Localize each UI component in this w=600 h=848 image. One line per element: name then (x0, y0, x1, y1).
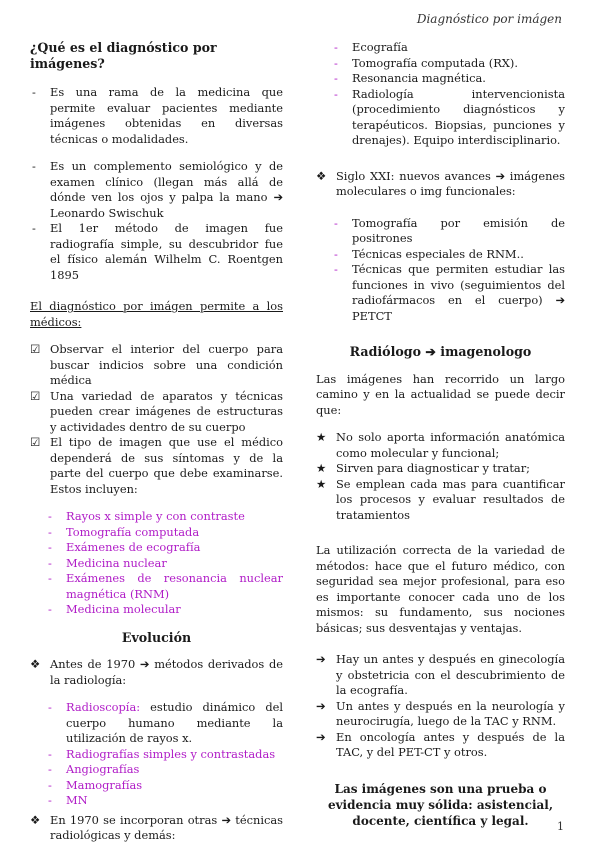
list-item-text: Una variedad de aparatos y técnicas pueden crear imágenes de estructuras y actividades dentro de su cuerpo (50, 388, 283, 434)
left-column (30, 40, 283, 844)
list-item (316, 730, 565, 761)
allows-title: El diagnóstico por imágen permite a los médicos: (30, 299, 283, 329)
diamond-bullet-icon: ❖ (30, 657, 41, 671)
intro-list (30, 85, 283, 283)
checkbox-icon: ☑ (30, 435, 41, 449)
list-item (316, 652, 565, 699)
before-1970-list (30, 700, 283, 809)
list-item-text: Antes de 1970 ➔ métodos derivados de la radiología: (50, 657, 283, 687)
list-item-text: Observar el interior del cuerpo para buscar indicios sobre una condición médica (50, 342, 283, 387)
list-item (30, 435, 283, 497)
list-item: - MN (30, 793, 283, 809)
techniques-list (316, 40, 565, 149)
list-item (316, 430, 565, 461)
checks-list (30, 342, 283, 497)
list-item-text: Un antes y después en la neurología y neurocirugía, luego de la TAC y RNM. (336, 698, 565, 728)
list-item-text: Siglo XXI: nuevos avances ➔ imágenes moleculares o img funcionales: (336, 168, 565, 198)
list-item-text: Sirven para diagnosticar y tratar; (336, 461, 530, 475)
list-item: - Técnicas que permiten estudiar las funciones in vivo (seguimientos del radiofármacos en el cuerpo) ➔ PETCT (316, 262, 565, 324)
arrow-bullet-icon: ➔ (316, 652, 326, 666)
usage-paragraph: La utilización correcta de la variedad de métodos: hace que el futuro médico, con seguridad sea mejor profesional, para eso es importante conocer cada uno de los mismos: su fundamento, sus nociones básicas; sus desventajas y ventajas. (316, 543, 565, 635)
list-item: - Es un complemento semiológico y de examen clínico (llegan más allá de dónde ven los ojos y palpa la mano ➔ Leonardo Swischuk (30, 159, 283, 221)
list-item: - Exámenes de resonancia nuclear magnética (RNM) (30, 571, 283, 602)
century-list (316, 169, 565, 200)
stars-list (316, 430, 565, 523)
list-item-text: En 1970 se incorporan otras ➔ técnicas radiológicas y demás: (50, 812, 283, 842)
list-item: - Angiografías (30, 762, 283, 778)
list-item: - El 1er método de imagen fue radiografía simple, su descubridor fue el físico alemán Wilhelm C. Roentgen 1895 (30, 221, 283, 283)
list-item: - Radiología intervencionista (procedimiento diagnósticos y terapéuticos. Biopsias, punciones y drenajes). Equipo interdisciplinario. (316, 87, 565, 149)
list-item: - Exámenes de ecografía (30, 540, 283, 556)
evolution-list (30, 657, 283, 688)
diamond-bullet-icon: ❖ (30, 812, 41, 827)
term: Radioscopía: (66, 700, 141, 714)
evolution-list-2 (30, 813, 283, 844)
list-item-text: En oncología antes y después de la TAC, y del PET-CT y otros. (336, 729, 565, 759)
page-header: Diagnóstico por imágen (416, 12, 562, 26)
radiologist-intro: Las imágenes han recorrido un largo camino y en la actualidad se puede decir que: (316, 371, 565, 417)
list-item: - Resonancia magnética. (316, 71, 565, 87)
arrow-bullet-icon: ➔ (316, 729, 326, 744)
star-bullet-icon: ★ (316, 461, 327, 475)
list-item-text: No solo aporta información anatómica como molecular y funcional; (336, 430, 565, 460)
list-item (30, 813, 283, 844)
list-item: - Mamografías (30, 778, 283, 794)
list-item: - Medicina molecular (30, 602, 283, 618)
list-item (30, 700, 283, 747)
list-item (316, 477, 565, 524)
list-item (30, 657, 283, 688)
star-bullet-icon: ★ (316, 430, 327, 444)
list-item: - Tomografía computada (30, 525, 283, 541)
diamond-bullet-icon: ❖ (316, 168, 327, 183)
list-item-text: Se emplean cada mas para cuantificar los procesos y evaluar resultados de tratamientos (336, 476, 565, 522)
list-item: - Radiografías simples y contrastadas (30, 747, 283, 763)
list-item: - Técnicas especiales de RNM.. (316, 247, 565, 263)
checkbox-icon: ☑ (30, 342, 41, 356)
list-item (316, 169, 565, 200)
checkbox-icon: ☑ (30, 388, 41, 403)
list-item: - Tomografía computada (RX). (316, 56, 565, 72)
modern-techniques-list (316, 216, 565, 325)
list-item: - Tomografía por emisión de positrones (316, 216, 565, 247)
list-item: - Rayos x simple y con contraste (30, 509, 283, 525)
section-title-what-is: ¿Qué es el diagnóstico por imágenes? (30, 40, 217, 71)
list-item (30, 389, 283, 436)
list-item-text: El tipo de imagen que use el médico dependerá de sus síntomas y de la parte del cuerpo que debe examinarse. Estos incluyen: (50, 435, 283, 496)
list-item: - Es una rama de la medicina que permite evaluar pacientes mediante imágenes obtenidas en diversas técnicas o modalidades. (30, 85, 283, 147)
list-item (30, 342, 283, 389)
arrow-bullet-icon: ➔ (316, 698, 326, 713)
right-column (316, 40, 565, 829)
list-item-text: Hay un antes y después en ginecología y obstetricia con el descubrimiento de la ecografía. (336, 652, 565, 697)
list-item: - Medicina nuclear (30, 556, 283, 572)
list-item (316, 699, 565, 730)
section-title-radiologist: Radiólogo ➔ imagenologo (349, 344, 532, 359)
star-bullet-icon: ★ (316, 476, 327, 491)
imaging-types-list (30, 509, 283, 618)
definition: estudio dinámico del cuerpo humano mediante la utilización de rayos x. (66, 700, 283, 745)
list-item: - Ecografía (316, 40, 565, 56)
conclusion: Las imágenes son una prueba o evidencia muy sólida: asistencial, docente, científica y legal. (327, 781, 554, 828)
section-title-evolution: Evolución (121, 629, 192, 645)
arrows-list (316, 652, 565, 761)
list-item (316, 461, 565, 477)
page-number: 1 (557, 820, 564, 833)
